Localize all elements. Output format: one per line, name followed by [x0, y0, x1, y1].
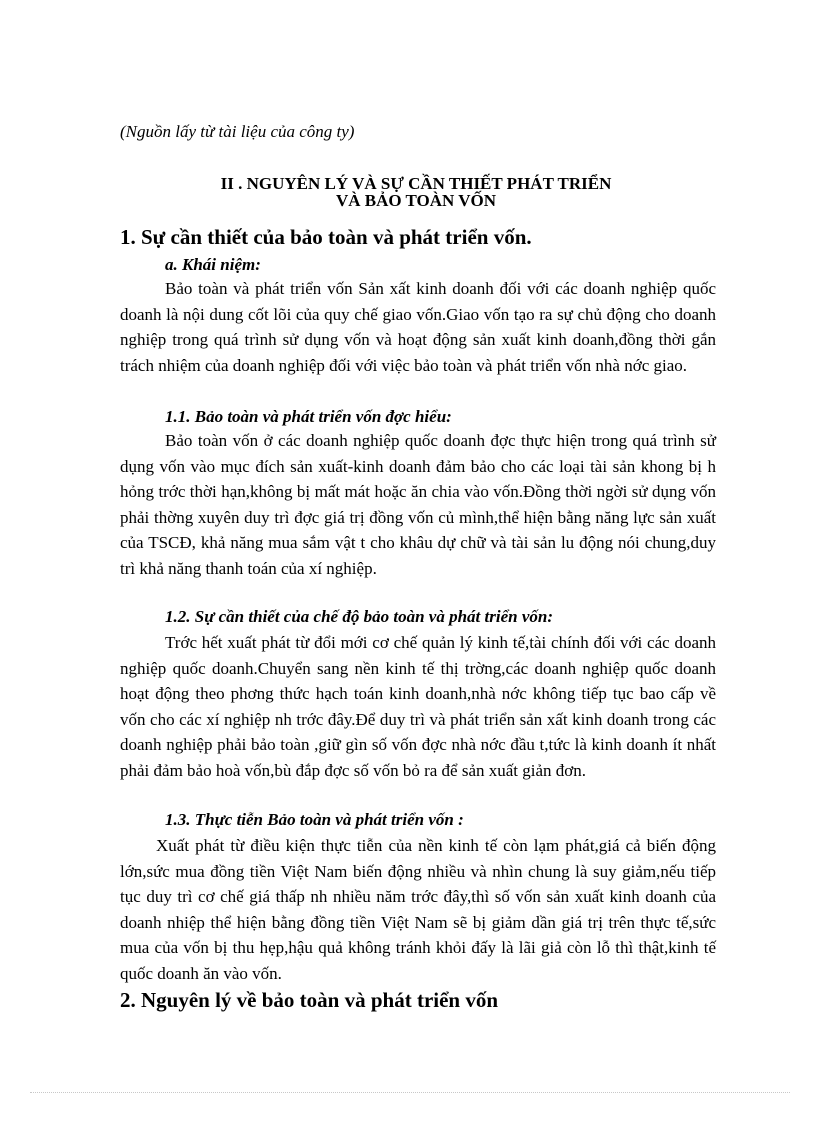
page-bottom-divider: [30, 1092, 790, 1093]
paragraph-1-3: Xuất phát từ điều kiện thực tiễn của nền kinh tế còn lạm phát,giá cả biến động lớn,sức mua đồng tiền Việt Nam biến động nhiều và nhìn chung là suy giảm,nếu tiếp tục duy trì cơ chế giá thấp nh nhiều năm trớc đây,thì số vốn sản xuất kinh doanh của doanh nhiệp thể hiện bằng đồng tiền Việt Nam sẽ bị giảm dần giá trị trên thực tế,sức mua của vốn bị thu hẹp,hậu quả không tránh khỏi đấy là lãi giả còn lỗ thì thật,kinh tế quốc doanh ăn vào vốn.: [120, 836, 716, 983]
paragraph-1-2: Trớc hết xuất phát từ đổi mới cơ chế quản lý kinh tế,tài chính đối với các doanh nghiệp quốc doanh.Chuyển sang nền kinh tế thị trờng,các doanh nghiệp quốc doanh hoạt động theo phơng thức hạch toán kinh doanh,nhà nớc không tiếp tục bao cấp về vốn cho các xí nghiệp nh trớc đây.Để duy trì và phát triển sản xất kinh doanh trong các doanh nghiệp phải bảo toàn ,giữ gìn số vốn đợc nhà nớc đầu t,tức là kinh doanh ít nhất phải đảm bảo hoà vốn,bù đắp đợc số vốn bỏ ra để sản xuất giản đơn.: [120, 633, 716, 780]
paragraph-a: Bảo toàn và phát triển vốn Sản xất kinh doanh đối với các doanh nghiệp quốc doanh là nội dung cốt lõi của quy chế giao vốn.Giao vốn tạo ra sự chủ động cho doanh nghiệp trong quá trình sử dụng vốn và hoạt động sản xuất kinh doanh,đồng thời gắn trách nhiệm của doanh nghiệp đối với việc bảo toàn và phát triển vốn nhà nớc giao.: [120, 279, 716, 375]
subheading-a: a. Khái niệm:: [165, 255, 261, 274]
heading-1: 1. Sự cần thiết của bảo toàn và phát triển vốn.: [120, 225, 532, 249]
subheading-1-2: 1.2. Sự cần thiết của chế độ bảo toàn và phát triển vốn:: [165, 607, 553, 626]
section-title: [120, 175, 712, 209]
section-title-line-1: II . NGUYÊN LÝ VÀ SỰ CẦN THIẾT PHÁT TRIỂN: [220, 174, 612, 193]
subheading-1-3: 1.3. Thực tiễn Bảo toàn và phát triển vốn :: [165, 810, 464, 829]
subheading-1-1: 1.1. Bảo toàn và phát triển vốn đợc hiểu:: [165, 407, 452, 426]
source-note: (Nguồn lấy từ tài liệu của công ty): [120, 122, 355, 141]
section-title-line-2: VÀ BẢO TOÀN VỐN: [335, 191, 497, 210]
heading-2: 2. Nguyên lý về bảo toàn và phát triển vốn: [120, 988, 499, 1012]
paragraph-1-1: Bảo toàn vốn ở các doanh nghiệp quốc doanh đợc thực hiện trong quá trình sử dụng vốn vào mục đích sản xuất-kinh doanh đảm bảo cho các loại tài sản khong bị h hỏng trớc thời hạn,không bị mất mát hoặc ăn chia vào vốn.Đồng thời ngời sử dụng vốn phải thờng xuyên duy trì đợc giá trị đồng vốn củ mình,thể hiện bằng năng lực sản xuất của TSCĐ, khả năng mua sắm vật t cho khâu dự chữ và tài sản lu động nói chung,duy trì khả năng thanh toán của xí nghiệp.: [120, 431, 716, 578]
